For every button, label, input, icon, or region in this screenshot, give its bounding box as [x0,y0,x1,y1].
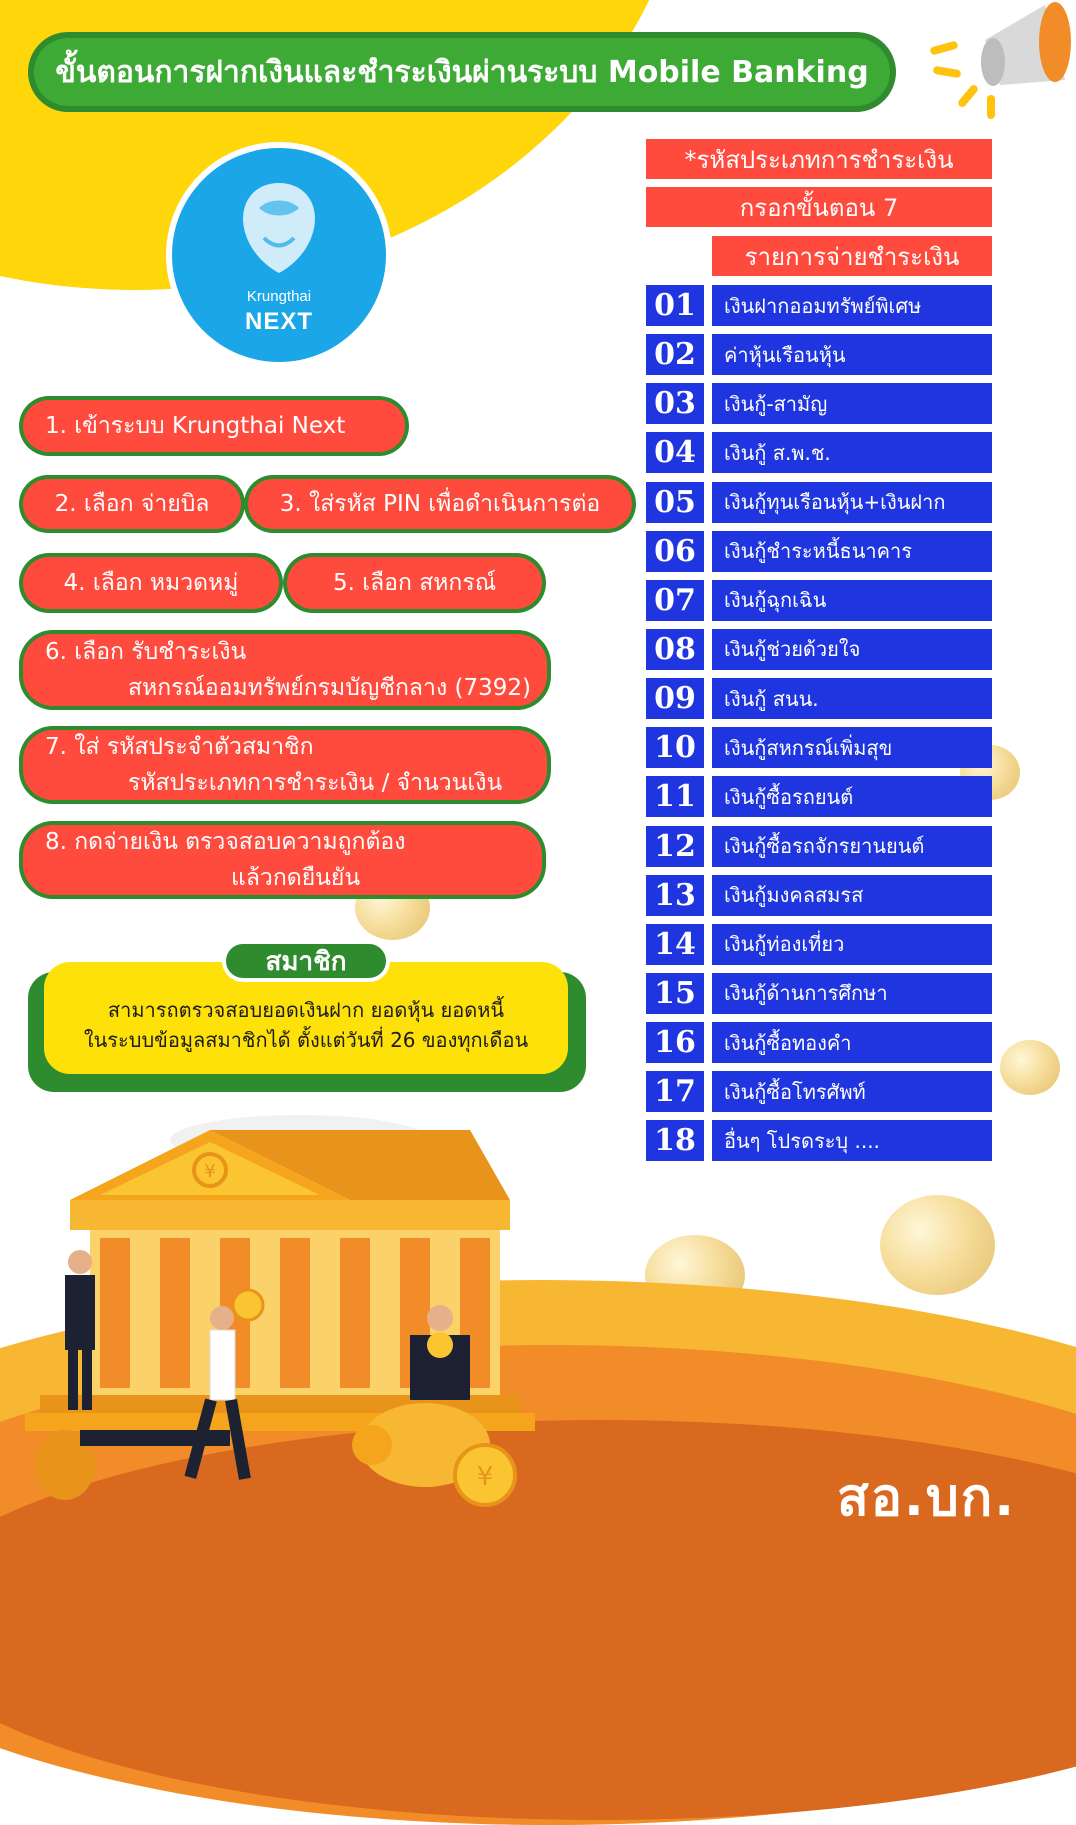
code-number: 16 [646,1022,704,1063]
code-number: 01 [646,285,704,326]
code-row [646,1071,992,1112]
code-number: 02 [646,334,704,375]
code-row [646,531,992,572]
krungthai-next-logo [166,142,392,368]
code-row [646,776,992,817]
code-label: เงินกู้ด้านการศึกษา [712,973,992,1014]
step-7-line2: รหัสประเภทการชำระเงิน / จำนวนเงิน [128,770,503,796]
code-row [646,678,992,719]
code-label: เงินกู้มงคลสมรส [712,875,992,916]
code-row [646,383,992,424]
code-label: เงินกู้ซื้อทองคำ [712,1022,992,1063]
logo-product-text: NEXT [244,308,313,335]
code-number: 13 [646,875,704,916]
code-number: 03 [646,383,704,424]
svg-text:¥: ¥ [476,1462,494,1492]
step-3-text: 3. ใส่รหัส PIN เพื่อดำเนินการต่อ [279,491,601,517]
code-row [646,432,992,473]
code-label: ค่าหุ้นเรือนหุ้น [712,334,992,375]
code-number: 08 [646,629,704,670]
code-number: 17 [646,1071,704,1112]
step-6 [19,630,551,710]
code-number: 04 [646,432,704,473]
code-label: เงินกู้ซื้อรถจักรยานยนต์ [712,826,992,867]
code-label: เงินกู้ชำระหนี้ธนาคาร [712,531,992,572]
code-number: 09 [646,678,704,719]
page-title: ขั้นตอนการฝากเงินและชำระเงินผ่านระบบ Mobile Banking [34,38,890,106]
krungthai-bird-emblem-icon [234,178,324,278]
code-number: 11 [646,776,704,817]
codes-list-title: รายการจ่ายชำระเงิน [712,236,992,276]
member-badge: สมาชิก [222,940,390,982]
step-6-line2: สหกรณ์ออมทรัพย์กรมบัญชีกลาง (7392) [128,675,531,701]
step-1 [19,396,409,456]
step-1-text: 1. เข้าระบบ Krungthai Next [45,413,346,439]
code-label: อื่นๆ โปรดระบุ .... [712,1120,992,1161]
step-2-text: 2. เลือก จ่ายบิล [54,491,210,517]
code-label: เงินกู้ฉุกเฉิน [712,580,992,621]
code-label: เงินกู้ซื้อโทรศัพท์ [712,1071,992,1112]
code-row [646,875,992,916]
code-row [646,826,992,867]
codes-header-line1: *รหัสประเภทการชำระเงิน [646,139,992,179]
svg-text:¥: ¥ [204,1161,216,1182]
step-5-text: 5. เลือก สหกรณ์ [332,570,497,596]
code-row [646,580,992,621]
step-8-line2: แล้วกดยืนยัน [231,865,361,891]
bank-building-illustration [0,1100,620,1520]
code-number: 07 [646,580,704,621]
code-row [646,482,992,523]
payment-code-list [646,285,992,1170]
code-label: เงินกู้ ส.พ.ช. [712,432,992,473]
code-label: เงินกู้สหกรณ์เพิ่มสุข [712,727,992,768]
step-4 [19,553,283,613]
code-row [646,629,992,670]
code-row [646,1022,992,1063]
code-label: เงินกู้ท่องเที่ยว [712,924,992,965]
code-label: เงินกู้ทุนเรือนหุ้น+เงินฝาก [712,482,992,523]
code-number: 18 [646,1120,704,1161]
step-3 [244,475,636,533]
step-7-line1: 7. ใส่ รหัสประจำตัวสมาชิก [45,734,314,760]
step-8-line1: 8. กดจ่ายเงิน ตรวจสอบความถูกต้อง [45,829,406,855]
code-label: เงินกู้ช่วยด้วยใจ [712,629,992,670]
code-row [646,285,992,326]
megaphone-icon [925,0,1075,125]
code-number: 12 [646,826,704,867]
logo-brand-text: Krungthai [246,288,312,305]
code-row [646,334,992,375]
code-label: เงินกู้ซื้อรถยนต์ [712,776,992,817]
member-info-line1: สามารถตรวจสอบยอดเงินฝาก ยอดหุ้น ยอดหนี้ [107,998,505,1022]
step-6-line1: 6. เลือก รับชำระเงิน [45,639,247,665]
title-banner [28,32,896,112]
code-label: เงินกู้-สามัญ [712,383,992,424]
code-row [646,924,992,965]
coin-decoration [1000,1040,1060,1095]
code-row [646,973,992,1014]
step-2 [19,475,245,533]
step-5 [283,553,546,613]
code-number: 05 [646,482,704,523]
step-7 [19,726,551,804]
step-8 [19,821,546,899]
code-label: เงินกู้ สนน. [712,678,992,719]
code-number: 06 [646,531,704,572]
codes-header-line2: กรอกขั้นตอน 7 [646,187,992,227]
step-4-text: 4. เลือก หมวดหมู่ [63,570,239,596]
code-label: เงินฝากออมทรัพย์พิเศษ [712,285,992,326]
code-number: 14 [646,924,704,965]
code-number: 15 [646,973,704,1014]
code-row [646,727,992,768]
coin-decoration [880,1195,995,1295]
code-number: 10 [646,727,704,768]
member-info-line2: ในระบบข้อมูลสมาชิกได้ ตั้งแต่วันที่ 26 ของทุกเดือน [83,1028,529,1052]
signature-text: สอ.บก. [837,1468,1016,1528]
code-row [646,1120,992,1161]
